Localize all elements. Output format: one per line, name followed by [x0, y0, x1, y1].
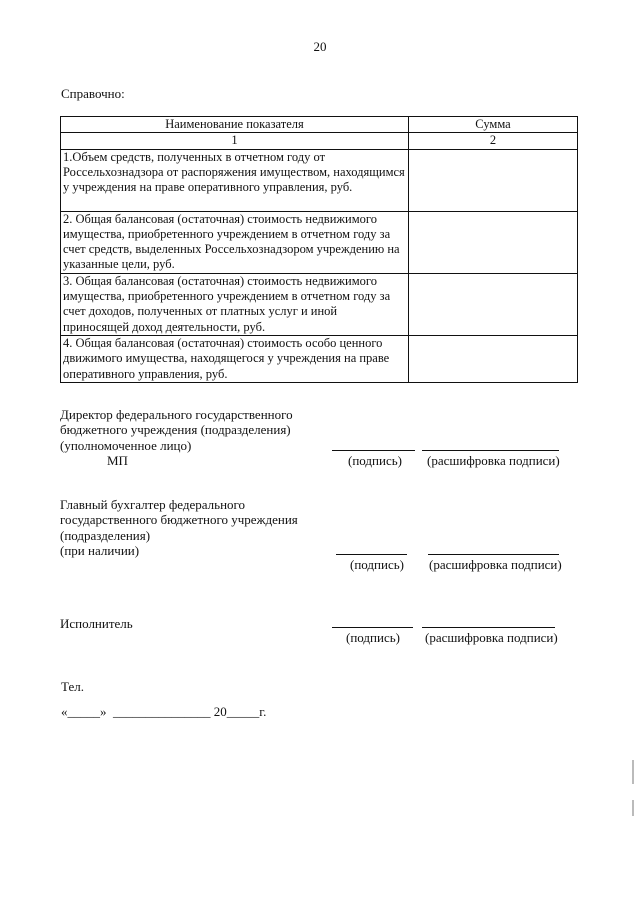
decoding-caption: (расшифровка подписи)	[429, 557, 562, 572]
signature-caption: (подпись)	[348, 453, 402, 468]
executor-decoding-line[interactable]	[422, 627, 555, 628]
accountant-decoding-line[interactable]	[428, 554, 559, 555]
director-title	[60, 407, 293, 453]
signature-caption: (подпись)	[350, 557, 404, 572]
amount-cell[interactable]	[409, 211, 578, 273]
table-row	[61, 273, 578, 335]
indicator-name-cell: 2. Общая балансовая (остаточная) стоимость недвижимого имущества, приобретенного учреждением в отчетном году за счет средств, выделенных Россельхознадзором учреждению на указанные цели, руб.	[61, 211, 409, 273]
executor-label: Исполнитель	[60, 616, 133, 631]
executor-signature-line[interactable]	[332, 627, 413, 628]
amount-cell[interactable]	[409, 273, 578, 335]
date-line[interactable]: «_____» _______________ 20_____г.	[61, 704, 267, 719]
director-line: бюджетного учреждения (подразделения)	[60, 422, 291, 438]
accountant-line: Главный бухгалтер федерального	[60, 497, 246, 512]
accountant-signature-line[interactable]	[336, 554, 407, 555]
table-header-row	[61, 117, 578, 133]
header-amount: Сумма	[409, 117, 578, 133]
page-number: 20	[313, 39, 327, 54]
accountant-line: (при наличии)	[60, 543, 140, 559]
accountant-title	[60, 497, 298, 559]
decoding-caption: (расшифровка подписи)	[427, 453, 560, 468]
decoding-caption: (расшифровка подписи)	[425, 630, 558, 645]
signature-caption: (подпись)	[346, 630, 400, 645]
accountant-line: государственного бюджетного учреждения	[60, 512, 298, 528]
indicators-table	[60, 116, 578, 383]
director-line: (уполномоченное лицо)	[60, 437, 192, 453]
reference-heading: Справочно:	[61, 86, 125, 101]
indicator-name-cell: 3. Общая балансовая (остаточная) стоимость недвижимого имущества, приобретенного учреждением в отчетном году за счет доходов, полученных от платных услуг и иной приносящей доход деятельности, руб.	[61, 273, 409, 335]
column-numbers-row	[61, 133, 578, 149]
header-indicator-name: Наименование показателя	[61, 117, 409, 133]
amount-cell[interactable]	[409, 335, 578, 382]
amount-cell[interactable]	[409, 149, 578, 211]
table-row	[61, 149, 578, 211]
scan-edge-mark	[632, 760, 634, 784]
director-signature-line[interactable]	[332, 450, 415, 451]
column-number-2: 2	[409, 133, 578, 149]
table-row	[61, 211, 578, 273]
indicator-name-cell: 1.Объем средств, полученных в отчетном году от Россельхознадзора от распоряжения имуществом, находящимся у учреждения на праве оперативного управления, руб.	[61, 149, 409, 211]
phone-label: Тел.	[61, 679, 84, 694]
accountant-line: (подразделения)	[60, 527, 151, 543]
scan-edge-mark	[632, 800, 634, 816]
director-line: Директор федерального государственного	[60, 407, 293, 422]
column-number-1: 1	[61, 133, 409, 149]
table-row	[61, 335, 578, 382]
stamp-placeholder: МП	[107, 453, 128, 468]
indicator-name-cell: 4. Общая балансовая (остаточная) стоимость особо ценного движимого имущества, находящегося у учреждения на праве оперативного управления, руб.	[61, 335, 409, 382]
director-decoding-line[interactable]	[422, 450, 559, 451]
